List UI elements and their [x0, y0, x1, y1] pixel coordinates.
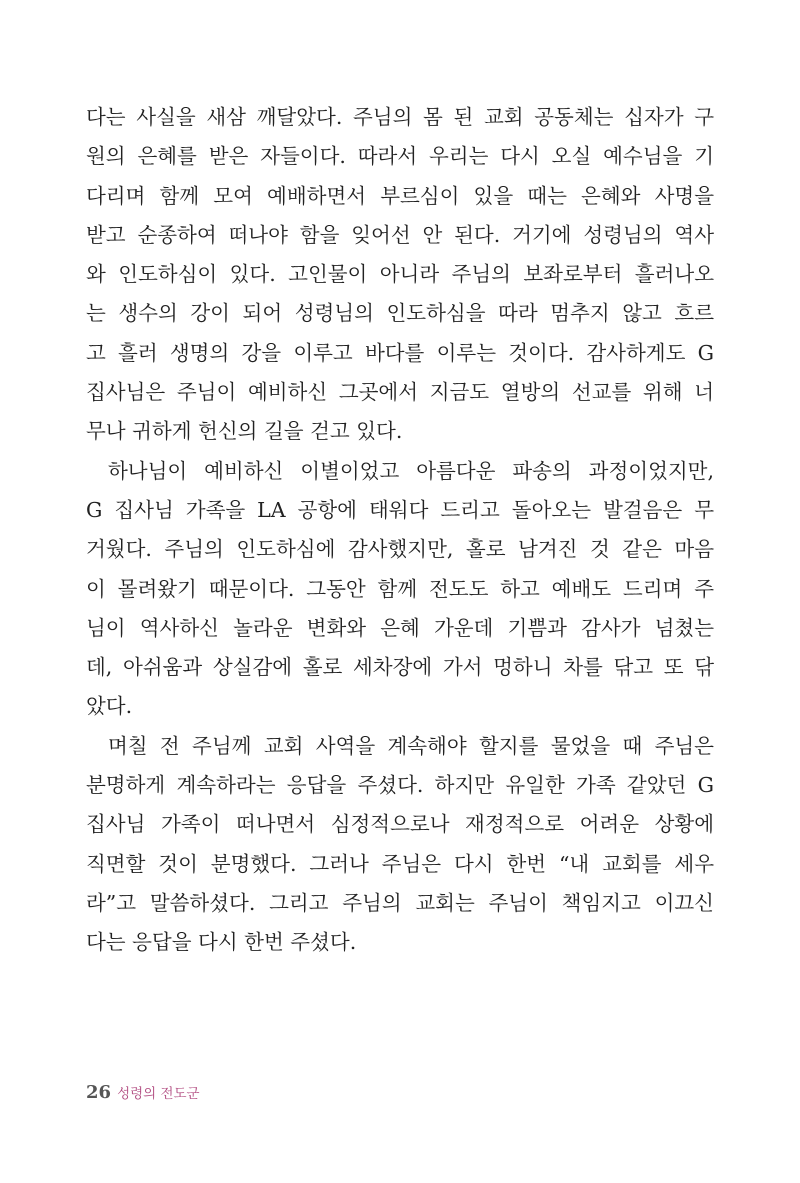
text-line: 았다.: [86, 694, 133, 719]
text-line: 거웠다. 주님의 인도하심에 감사했지만, 홀로 남겨진 것 같은 마음: [86, 537, 714, 562]
text-line: 하나님이 예비하신 이별이었고 아름다운 파송의 과정이었지만,: [108, 458, 714, 483]
body-text: [86, 98, 714, 963]
text-line: 무나 귀하게 헌신의 길을 걷고 있다.: [86, 419, 403, 444]
text-line: 고 흘러 생명의 강을 이루고 바다를 이루는 것이다. 감사하게도 G: [86, 340, 714, 365]
text-line: 분명하게 계속하라는 응답을 주셨다. 하지만 유일한 가족 같았던 G: [86, 773, 714, 798]
text-line: 집사님 가족이 떠나면서 심정적으로나 재정적으로 어려운 상황에: [86, 812, 714, 837]
text-line: 라”고 말씀하셨다. 그리고 주님의 교회는 주님이 책임지고 이끄신: [86, 890, 714, 915]
text-line: 집사님은 주님이 예비하신 그곳에서 지금도 열방의 선교를 위해 너: [86, 380, 714, 405]
text-line: 다리며 함께 모여 예배하면서 부르심이 있을 때는 은혜와 사명을: [86, 183, 714, 208]
text-line: 원의 은혜를 받은 자들이다. 따라서 우리는 다시 오실 예수님을 기: [86, 144, 714, 169]
text-line: 님이 역사하신 놀라운 변화와 은혜 가운데 기쁨과 감사가 넘쳤는: [86, 615, 714, 640]
text-line: 데, 아쉬움과 상실감에 홀로 세차장에 가서 멍하니 차를 닦고 또 닦: [86, 655, 714, 680]
text-line: 는 생수의 강이 되어 성령님의 인도하심을 따라 멈추지 않고 흐르: [86, 301, 714, 326]
text-line: 며칠 전 주님께 교회 사역을 계속해야 할지를 물었을 때 주님은: [108, 733, 714, 758]
text-line: G 집사님 가족을 LA 공항에 태워다 드리고 돌아오는 발걸음은 무: [86, 497, 714, 522]
text-line: 받고 순종하여 떠나야 함을 잊어선 안 된다. 거기에 성령님의 역사: [86, 222, 714, 247]
running-title: 성령의 전도군: [117, 1086, 200, 1102]
text-line: 다는 사실을 새삼 깨달았다. 주님의 몸 된 교회 공동체는 십자가 구: [86, 105, 714, 129]
page-footer: [86, 1082, 200, 1103]
text-line: 와 인도하심이 있다. 고인물이 아니라 주님의 보좌로부터 흘러나오: [86, 262, 714, 287]
text-line: 직면할 것이 분명했다. 그러나 주님은 다시 한번 “내 교회를 세우: [86, 851, 714, 876]
page-number: 26: [86, 1082, 112, 1103]
text-line: 이 몰려왔기 때문이다. 그동안 함께 전도도 하고 예배도 드리며 주: [86, 576, 714, 601]
text-line: 다는 응답을 다시 한번 주셨다.: [86, 930, 357, 955]
